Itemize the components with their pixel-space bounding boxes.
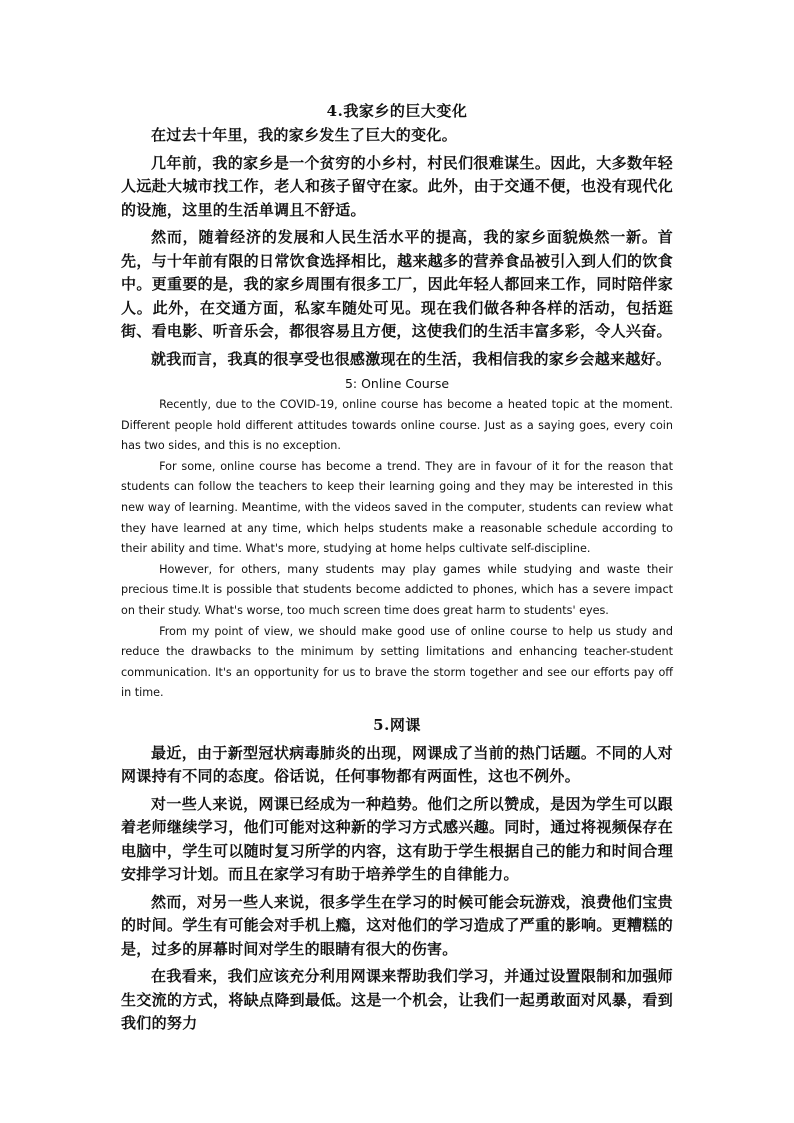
- essay-title: 4.我家乡的巨大变化: [326, 102, 468, 120]
- paragraph: 就我而言，我真的很享受也很感激现在的生活，我相信我的家乡会越来越好。: [151, 349, 672, 368]
- essay-en-online-course: [121, 375, 673, 704]
- paragraph: For some, online course has become a trend. They are in favour of it for the reason that students can follow the teachers to keep their learning going and they may be interested in this new way of learning. Meantime, with the videos saved in the computer, students can review what they have learned at any time, which helps students make a reasonable schedule according to their ability and time. What's more, studying at home helps cultivate self-discipline.: [121, 459, 673, 556]
- paragraph: From my point of view, we should make good use of online course to help us study and reduce the drawbacks to the minimum by setting limitations and enhancing teacher-student communication. It's an opportunity for us to brave the storm together and see our efforts pay off in time.: [121, 624, 673, 700]
- paragraph: However, for others, many students may play games while studying and waste their precious time.It is possible that students become addicted to phones, which has a severe impact on their study. What's worse, too much screen time does great harm to students' eyes.: [121, 562, 673, 617]
- paragraph: 然而，随着经济的发展和人民生活水平的提高，我的家乡面貌焕然一新。首先，与十年前有限的日常饮食选择相比，越来越多的营养食品被引入到人们的饮食中。更重要的是，我的家乡周围有很多工厂，因此年轻人都回来工作，同时陪伴家人。此外，在交通方面，私家车随处可见。现在我们做各种各样的活动，包括逛街、看电影、听音乐会，都很容易且方便，这使我们的生活丰富多彩，令人兴奋。: [121, 228, 673, 340]
- paragraph: 在我看来，我们应该充分利用网课来帮助我们学习，并通过设置限制和加强师生交流的方式，将缺点降到最低。这是一个机会，让我们一起勇敢面对风暴，看到我们的努力: [121, 967, 673, 1033]
- paragraph: 在过去十年里，我的家乡发生了巨大的变化。: [151, 126, 458, 144]
- essay-title: 5.网课: [373, 715, 421, 734]
- paragraph: 最近，由于新型冠状病毒肺炎的出现，网课成了当前的热门话题。不同的人对网课持有不同的态度。俗话说，任何事物都有两面性，这也不例外。: [121, 743, 673, 786]
- paragraph: Recently, due to the COVID-19, online course has become a heated topic at the moment. Different people hold different attitudes towards online course. Just as a saying goes, every coin has two sides, and this is no exception.: [121, 398, 673, 453]
- paragraph: 然而，对另一些人来说，很多学生在学习的时候可能会玩游戏，浪费他们宝贵的时间。学生有可能会对手机上瘾，这对他们的学习造成了严重的影响。更糟糕的是，过多的屏幕时间对学生的眼睛有很大的伤害。: [121, 892, 673, 958]
- essay-title: 5: Online Course: [344, 376, 450, 391]
- paragraph: 对一些人来说，网课已经成为一种趋势。他们之所以赞成，是因为学生可以跟着老师继续学习，他们可能对这种新的学习方式感兴趣。同时，通过将视频保存在电脑中，学生可以随时复习所学的内容，这有助于学生根据自己的能力和时间合理安排学习计划。而且在家学习有助于培养学生的自律能力。: [121, 794, 673, 884]
- document-body: [121, 100, 673, 1040]
- essay-zh-online-course: [121, 714, 673, 1036]
- paragraph: 几年前，我的家乡是一个贫穷的小乡村，村民们很难谋生。因此，大多数年轻人远赴大城市找工作，老人和孩子留守在家。此外，由于交通不便，也没有现代化的设施，这里的生活单调且不舒适。: [121, 153, 673, 219]
- essay-zh-hometown: [121, 100, 673, 371]
